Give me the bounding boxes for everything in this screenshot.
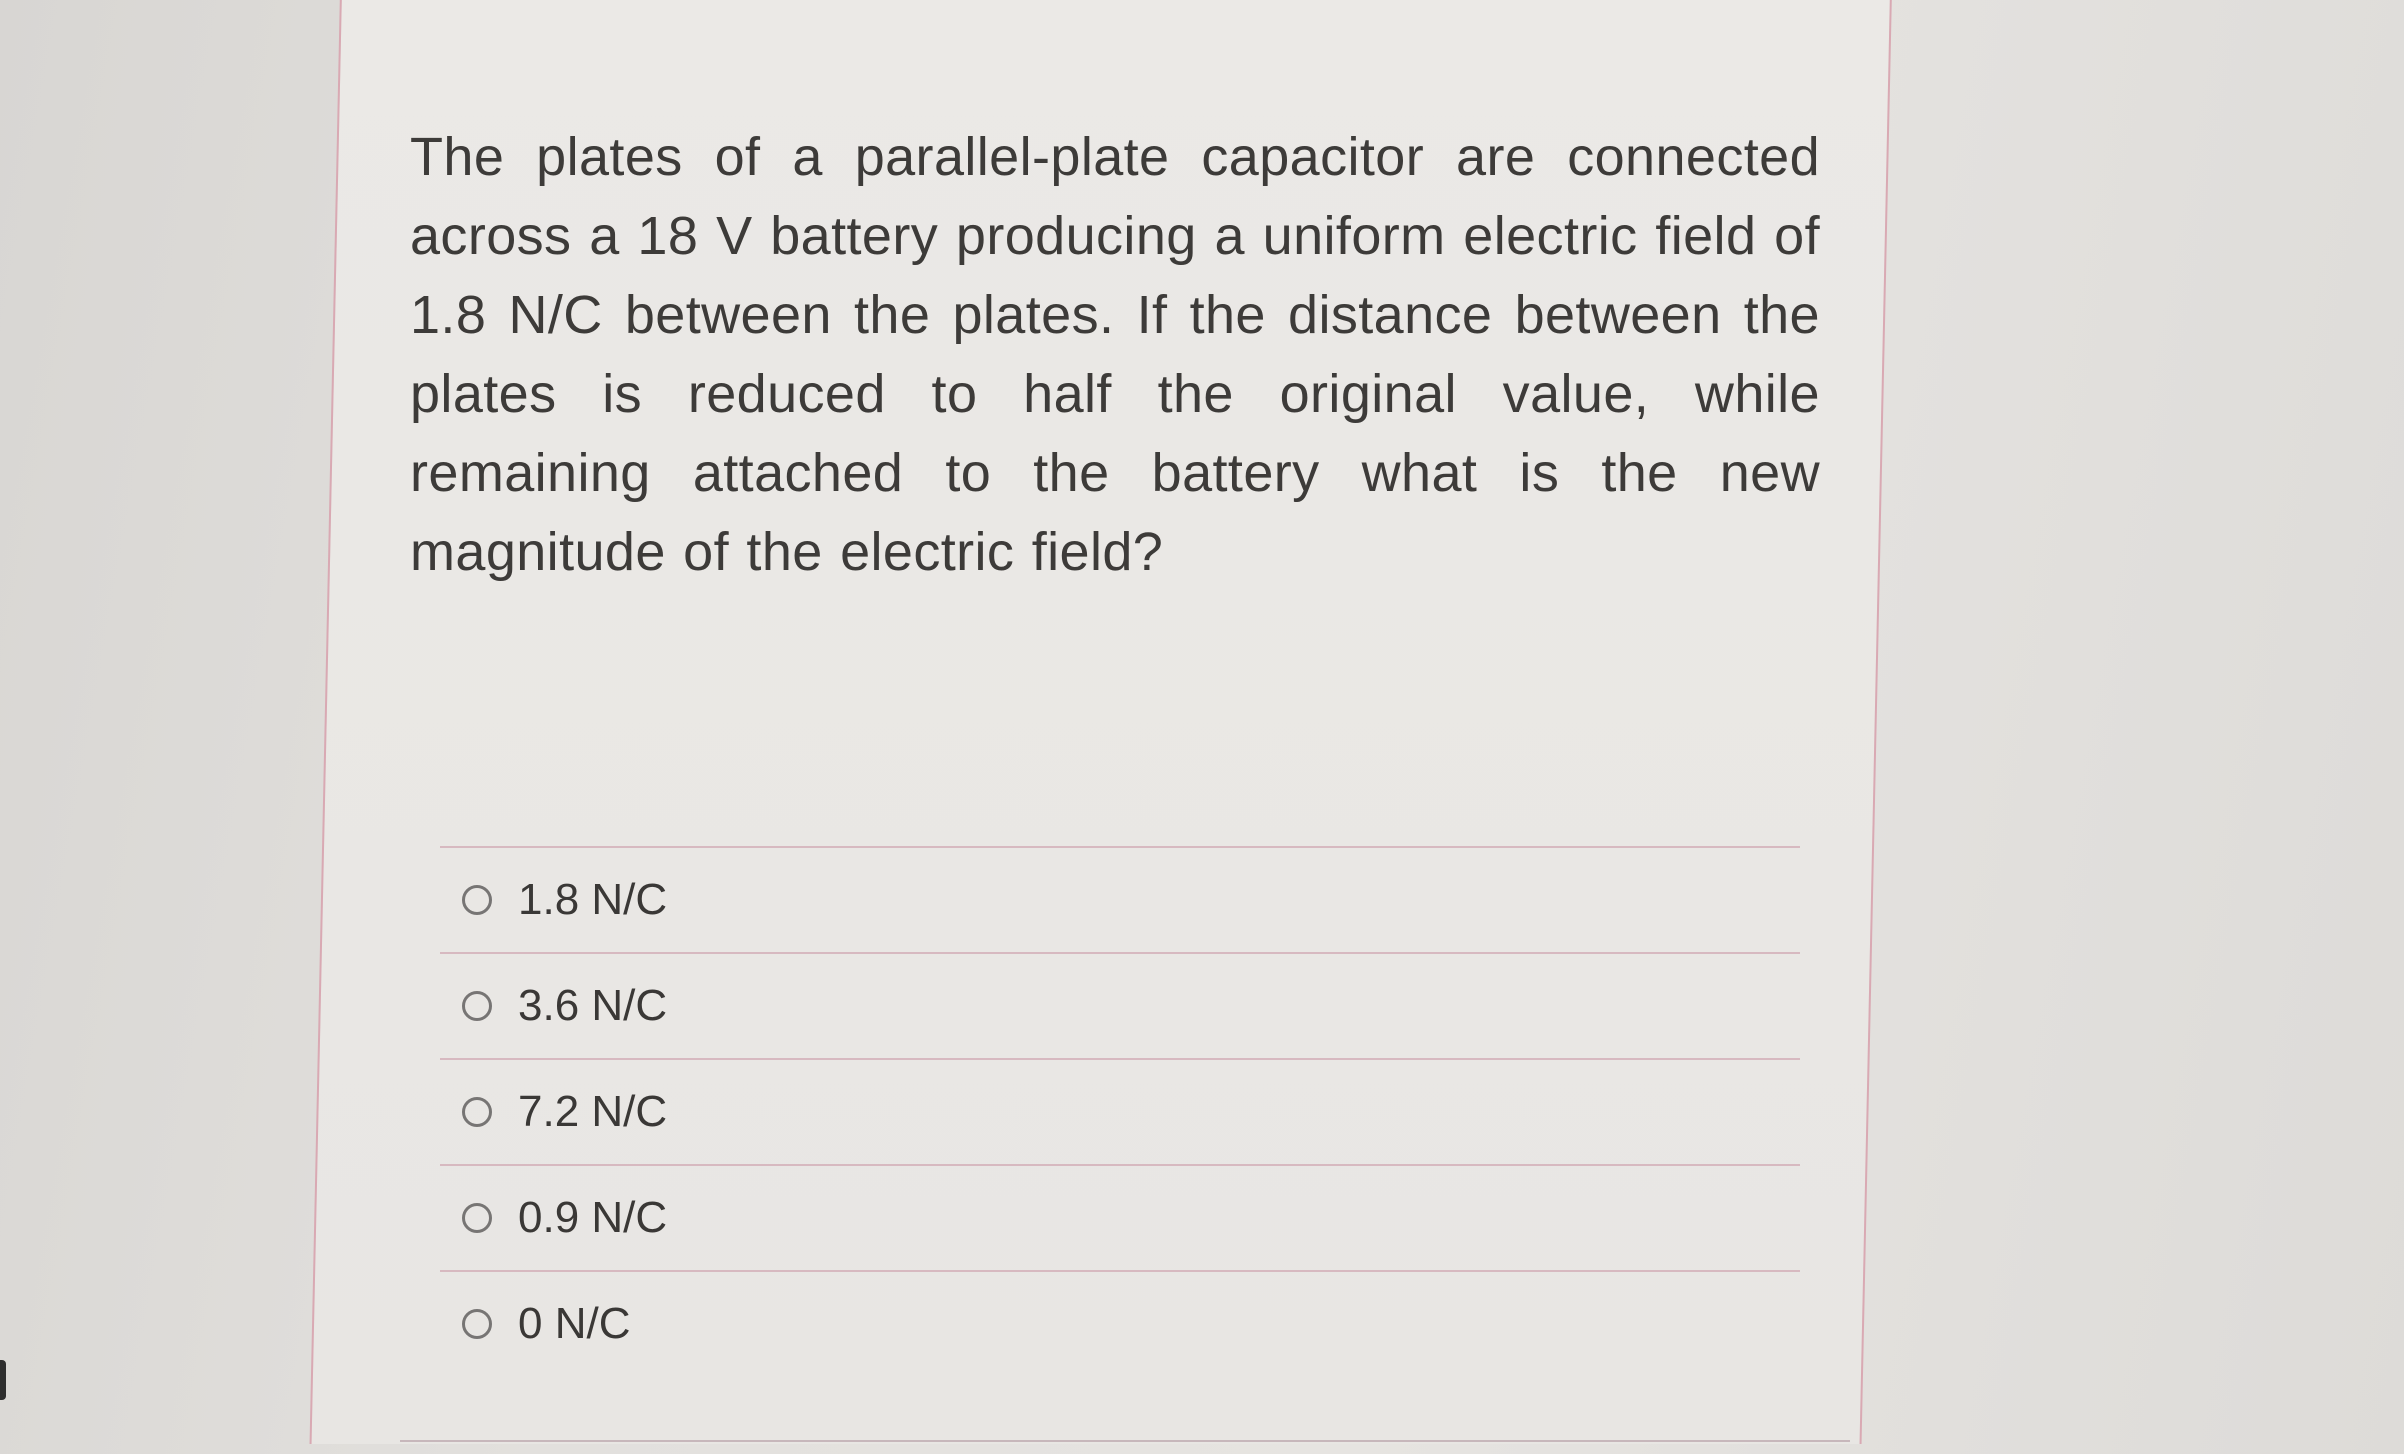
- option-4[interactable]: [440, 1166, 1800, 1270]
- answer-options: [440, 846, 1800, 1376]
- option-label-5[interactable]: 0 N/C: [518, 1299, 631, 1348]
- screen-edge-mark: [0, 1360, 6, 1400]
- option-label-2[interactable]: 3.6 N/C: [518, 981, 668, 1030]
- option-label-3[interactable]: 7.2 N/C: [518, 1087, 668, 1136]
- option-3[interactable]: [440, 1060, 1800, 1164]
- option-1[interactable]: [440, 848, 1800, 952]
- radio-button-3[interactable]: [462, 1097, 492, 1127]
- option-2[interactable]: [440, 954, 1800, 1058]
- radio-button-2[interactable]: [462, 991, 492, 1021]
- radio-button-4[interactable]: [462, 1203, 492, 1233]
- radio-button-1[interactable]: [462, 885, 492, 915]
- radio-button-5[interactable]: [462, 1309, 492, 1339]
- option-label-1[interactable]: 1.8 N/C: [518, 875, 668, 924]
- option-label-4[interactable]: 0.9 N/C: [518, 1193, 668, 1242]
- option-5[interactable]: [440, 1272, 1800, 1376]
- card-bottom-border: [400, 1440, 1850, 1442]
- question-text: The plates of a parallel-plate capacitor are connected across a 18 V battery producing a uniform electric field of 1.8 N/C between the plates. If the distance between the plates is reduced to half the original value, while remaining attached to the battery what is the new magnitude of the electric field?: [410, 127, 1820, 582]
